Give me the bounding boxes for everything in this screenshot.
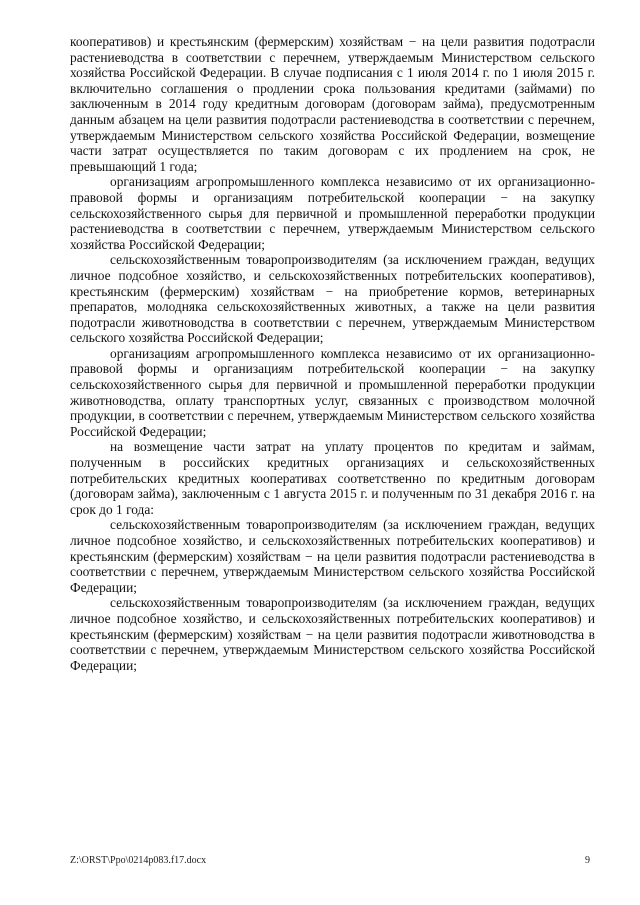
paragraph-livestock-producers: сельскохозяйственным товаропроизводителям (за исключением граждан, ведущих личное подсобное хозяйство, и сельскохозяйственных потребительских кооперативов), крестьянским (фермерским) хозяйствам − на приобретение кормов, ветеринарных препаратов, молодняка сельскохозяйственных животных, а также на цели развития подотрасли животноводства в соответствии с перечнем, утверждаемым Министерством сельского хозяйства Российской Федерации; (70, 252, 595, 346)
paragraph-agro-plant-processing: организациям агропромышленного комплекса независимо от их организационно-правовой формы и организациям потребительской кооперации − на закупку сельскохозяйственного сырья для первичной и промышленной переработки продукции растениеводства в соответствии с перечнем, утверждаемым Министерством сельского хозяйства Российской Федерации; (70, 174, 595, 252)
page-number: 9 (585, 855, 590, 866)
paragraph-agro-livestock-processing: организациям агропромышленного комплекса независимо от их организационно-правовой формы и организациям потребительской кооперации − на закупку сельскохозяйственного сырья для первичной и промышленной переработки продукции животноводства, оплату транспортных услуг, связанных с производством молочной продукции, в соответствии с перечнем, утверждаемым Министерством сельского хозяйства Российской Федерации; (70, 345, 595, 439)
paragraph-livestock-development: сельскохозяйственным товаропроизводителям (за исключением граждан, ведущих личное подсобное хозяйство, и сельскохозяйственных потребительских кооперативов) и крестьянским (фермерским) хозяйствам − на цели развития подотрасли животноводства в соответствии с перечнем, утверждаемым Министерством сельского хозяйства Российской Федерации; (70, 595, 595, 673)
paragraph-interest-compensation: на возмещение части затрат на уплату процентов по кредитам и займам, полученным в российских кредитных организациях и сельскохозяйственных потребительских кредитных кооперативах соответственно по кредитным договорам (договорам займа), заключенным с 1 августа 2015 г. и полученным по 31 декабря 2016 г. на срок до 1 года: (70, 439, 595, 517)
paragraph-continuation: кооперативов) и крестьянским (фермерским) хозяйствам − на цели развития подотрасли растениеводства в соответствии с перечнем, утверждаемым Министерством сельского хозяйства Российской Федерации. В случае подписания с 1 июля 2014 г. по 1 июля 2015 г. включительно соглашения о продлении срока пользования кредитами (займами) по заключенным в 2014 году кредитным договорам (договорам займа), предусмотренным данным абзацем на цели развития подотрасли растениеводства в соответствии с перечнем, утверждаемым Министерством сельского хозяйства Российской Федерации, возмещение части затрат осуществляется по таким договорам с их продлением на срок, не превышающий 1 года; (70, 34, 595, 174)
document-body (70, 34, 595, 673)
paragraph-crop-producers: сельскохозяйственным товаропроизводителям (за исключением граждан, ведущих личное подсобное хозяйство, и сельскохозяйственных потребительских кооперативов) и крестьянским (фермерским) хозяйствам − на цели развития подотрасли растениеводства в соответствии с перечнем, утверждаемым Министерством сельского хозяйства Российской Федерации; (70, 517, 595, 595)
footer-file-path: Z:\ORST\Ppo\0214p083.f17.docx (70, 855, 207, 866)
